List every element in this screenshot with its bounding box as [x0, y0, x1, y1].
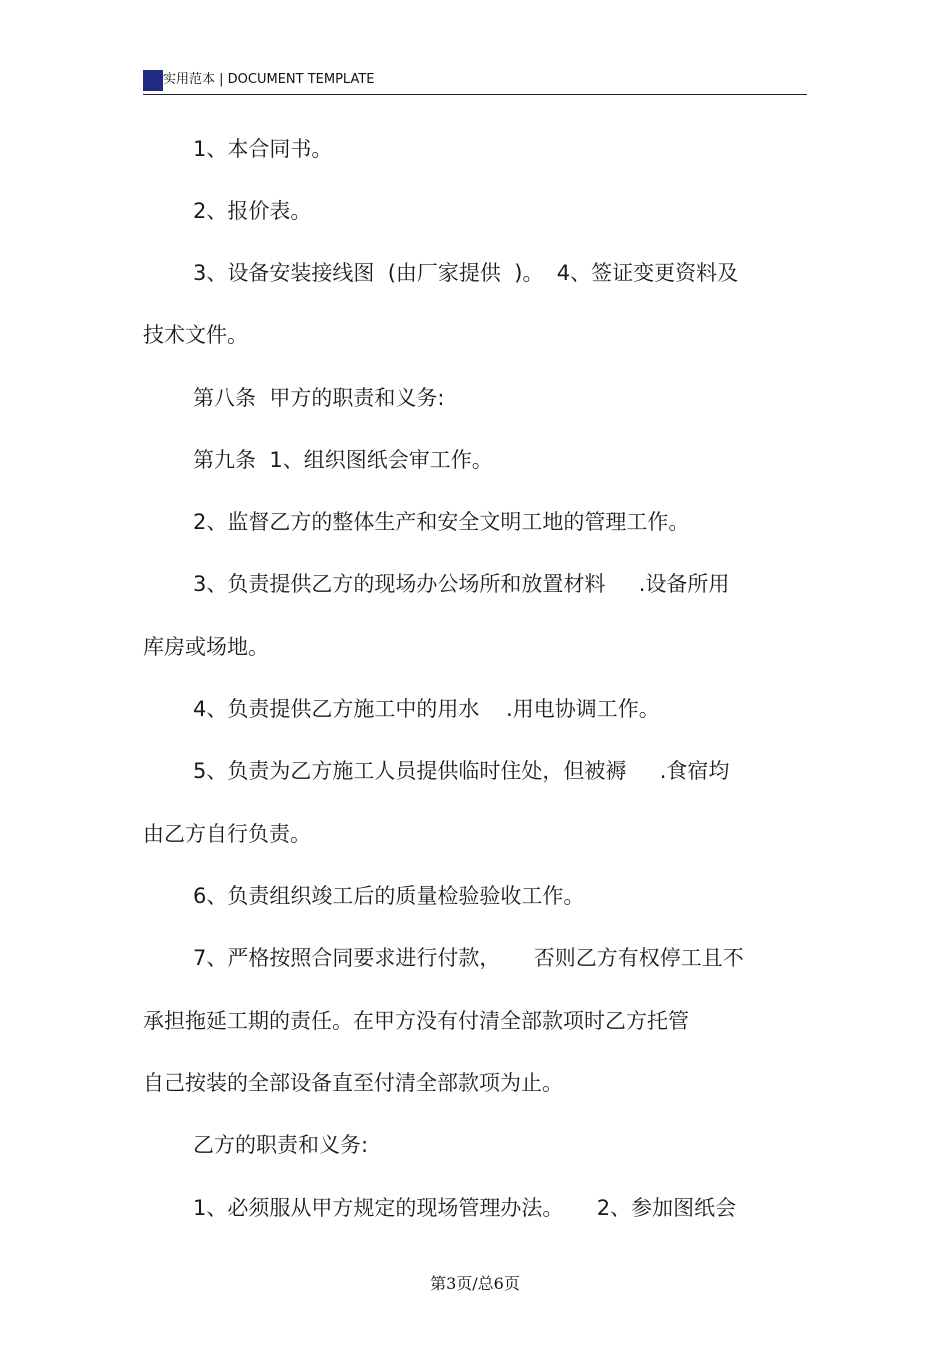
body-line: 4、负责提供乙方施工中的用水 .用电协调工作。: [193, 697, 660, 721]
page-header: [143, 68, 807, 95]
body-line: 7、严格按照合同要求进行付款， 否则乙方有权停工且不: [193, 946, 744, 970]
body-line: 1、本合同书。: [193, 137, 333, 161]
body-line: 自己按装的全部设备直至付清全部款项为止。: [143, 1071, 563, 1095]
body-line: 第八条 甲方的职责和义务:: [193, 386, 445, 410]
body-line: 2、报价表。: [193, 199, 312, 223]
body-line: 3、负责提供乙方的现场办公场所和放置材料 .设备所用: [193, 572, 730, 596]
body-line: 2、监督乙方的整体生产和安全文明工地的管理工作。: [193, 510, 690, 534]
body-line: 由乙方自行负责。: [143, 822, 311, 846]
body-line: 5、负责为乙方施工人员提供临时住处，但被褥 .食宿均: [193, 759, 730, 783]
body-line: 乙方的职责和义务:: [193, 1133, 369, 1157]
body-line: 6、负责组织竣工后的质量检验验收工作。: [193, 884, 585, 908]
header-title: 实用范本 | DOCUMENT TEMPLATE: [163, 72, 375, 87]
body-line: 1、必须服从甲方规定的现场管理办法。 2、参加图纸会: [193, 1196, 737, 1220]
body-line: 3、设备安装接线图 (由厂家提供 )。 4、签证变更资料及: [193, 261, 739, 285]
logo-square-icon: [143, 70, 163, 91]
body-line: 承担拖延工期的责任。在甲方没有付清全部款项时乙方托管: [143, 1009, 689, 1033]
page-number: 第3页/总6页: [430, 1274, 520, 1293]
body-line: 库房或场地。: [143, 635, 269, 659]
body-line: 技术文件。: [143, 323, 248, 347]
body-line: 第九条 1、组织图纸会审工作。: [193, 448, 493, 472]
